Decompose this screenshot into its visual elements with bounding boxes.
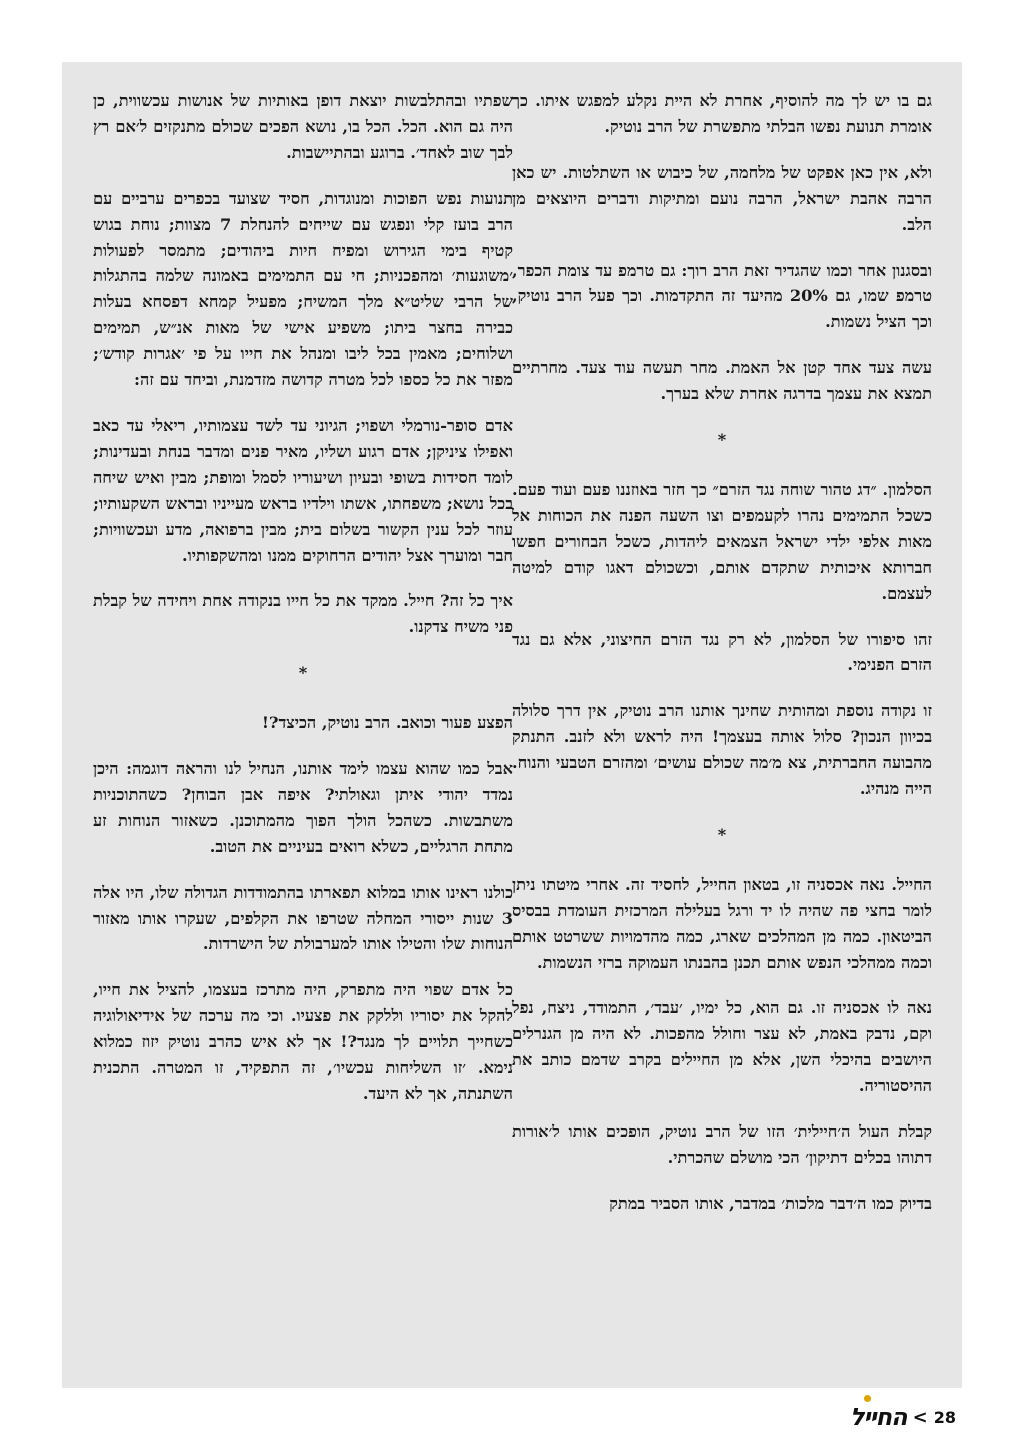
logo-accent-icon xyxy=(864,1395,871,1402)
paragraph: החייל. נאה אכסניה זו, בטאון החייל, לחסיד זה. אחרי מיטתו ניתן לומר בחצי פה שהיה לו יד ורגל בעלילה המרכזית העומדת בבסיס הביטאון. כמה מן המהלכים שארג, כמה מהדמויות ששרטט אותם וכמה ממהלכי הנפש אותם תכנן בהבנתו העמוקה ברזי הנשמות. xyxy=(512,874,932,972)
paragraph: זהו סיפורו של הסלמון, לא רק נגד הזרם החיצוני, אלא גם נגד הזרם הפנימי. xyxy=(512,629,932,675)
paragraph: כולנו ראינו אותו במלוא תפארתו בהתמודדות הגדולה שלו, היו אלה 3 שנות ייסורי המחלה שטרפו את הקלפים, שעקרו אותו מאזור הנוחות שלו והטילו אותו למערבולת של הישרדות. xyxy=(93,882,513,954)
article-column-left xyxy=(93,88,513,1127)
paragraph: קבלת העול ה׳חיילית׳ הזו של הרב נוטיק, הופכים אותו ל׳אורות דתוהו בכלים דתיקון׳ הכי מושלם שהכרתי. xyxy=(512,1122,932,1167)
paragraph: תנועות נפש הפוכות ומנוגדות, חסיד שצועד בכפרים ערביים עם הרב בועז קלי ונפגש עם שייחים להנחלת 7 מצוות; נוחת בגוש קטיף בימי הגירוש ומפיח חיות ביהודים; מתמסר לפעולות ׳משוגעות׳ ומהפכניות; חי עם התמימים באמונה שלמה בהתגלות של הרבי שליט״א מלך המשיח; מפעיל קמחא דפסחא בעלות כבירה בחצר ביתו; משפיע אישי של מאות אנ״ש, תמימים ושלוחים; מאמין בכל ליבו ומנהל את חייו על פי ׳אגרות קודש׳; מפזר את כל כספו לכל מטרה קדושה מזדמנת, וביחד עם זה: xyxy=(93,188,513,390)
paragraph: איך כל זה? חייל. ממקד את כל חייו בנקודה אחת ויחידה של קבלת פני משיח צדקנו. xyxy=(93,591,513,637)
magazine-logo xyxy=(850,1403,907,1431)
paragraph: כל אדם שפוי היה מתפרק, היה מתרכז בעצמו, להציל את חייו, להקל את יסוריו וללקק את פצעיו. וכי מה ערכה של אידיאולוגיה כשחייך תלויים לך מנגד?! אך לא איש כהרב נוטיק יזוז כמלוא נימא. ׳זו השליחות עכשיו׳, זה התפקיד, זו המטרה. התכנית השתנתה, אך לא היעד. xyxy=(93,980,513,1103)
paragraph: הפצע פעור וכואב. הרב נוטיק, הכיצד?! xyxy=(261,713,513,733)
paragraph: שפתיו ובהתלבשות יוצאת דופן באותיות של אנושות עכשווית, כן היה גם הוא. הכל. הכל בו, נושא הפכים שכולם מתנקזים ל׳אם רץ לבך שוב לאחד׳. ברוגע ובהתיישבות. xyxy=(93,91,513,162)
paragraph: אדם סופר-נורמלי ושפוי; הגיוני עד לשד עצמותיו, ריאלי עד כאב ואפילו ציניקן; אדם רגוע ושליו, מאיר פנים ומדבר בנחת ובעדינות; לומד חסידות בשופי ובעיון ושיעוריו לסמל ומופת; מבין ואיש שיחה בכל נושא; משפחתו, אשתו וילדיו בראש מעייניו ובראש השקעותיו; עוזר לכל ענין הקשור בשלום בית; מבין ברפואה, מדע ועכשוויות; חבר ומוערך אצל יהודים הרחוקים ממנו ומהשקפותיו. xyxy=(93,415,513,565)
paragraph: ובסגנון אחר וכמו שהגדיר זאת הרב רוך: גם טרמפ עד צומת הכפר, טרמפ שמו, גם 20% מהיעד זה התקדמות. וכך פעל הרב נוטיק, וכך הציל נשמות. xyxy=(512,260,932,332)
chevron-left-icon: < xyxy=(912,1406,928,1428)
paragraph: נאה לו אכסניה זו. גם הוא, כל ימיו, ׳עבד׳, התמודד, ניצח, נפל וקם, נדבק באמת, לא עצר וחולל מהפכות. לא היה מן הגנרלים היושבים בהיכלי השן, אלא מן החיילים בקרב שדמם כותב את ההיסטוריה. xyxy=(512,998,932,1096)
page-number: 28 xyxy=(933,1407,956,1427)
paragraph: זו נקודה נוספת ומהותית שחינך אותנו הרב נוטיק, אין דרך סלולה בכיוון הנכון? סלול אותה בעצמך! היה לראש ולא לזנב. התנתק מהבועה החברתית, צא מ׳מה שכולם עושים׳ ומהזרם הטבעי והנוח. הייה מנהיג. xyxy=(512,701,932,799)
paragraph: בדיוק כמו ה׳דבר מלכות׳ במדבר, אותו הסביר במתק xyxy=(609,1193,932,1213)
section-divider-star: * xyxy=(717,824,727,844)
paragraph: אבל כמו שהוא עצמו לימד אותנו, הנחיל לנו והראה דוגמה: היכן נמדד יהודי איתן וגאולתי? איפה אבן הבוחן? כשהתוכניות משתבשות. כשהכל הולך הפוך מהמתוכנן. כשאזור הנוחות זע מתחת הרגליים, כשלא רואים בעיניים את הטוב. xyxy=(93,759,513,856)
section-divider-star: * xyxy=(717,430,727,450)
paragraph: ולא, אין כאן אפקט של מלחמה, של כיבוש או השתלטות. יש כאן הרבה אהבת ישראל, הרבה נועם ומתיקות ודברים היוצאים מן הלב. xyxy=(512,162,932,234)
page-footer xyxy=(850,1397,956,1437)
paragraph: עשה צעד אחד קטן אל האמת. מחר תעשה עוד צעד. מחרתיים תמצא את עצמך בדרגה אחרת שלא בערך. xyxy=(512,358,932,404)
paragraph: הסלמון. ״דג טהור שוחה נגד הזרם״ כך חזר באוזננו פעם ועוד פעם. כשכל התמימים נהרו לקעמפים וצו השעה הפנה את הכוחות אל מאות אלפי ילדי ישראל הצמאים ליהדות, כשכל הבחורים חפשו חברותא איכותית שתקדם אותם, וכשכולם דאגו קודם למיטה לעצמם. xyxy=(512,479,932,603)
magazine-logo-text: החייל xyxy=(850,1403,907,1431)
article-column-right xyxy=(512,88,932,1237)
section-divider-star: * xyxy=(298,663,308,683)
paragraph: גם בו יש לך מה להוסיף, אחרת לא היית נקלע למפגש איתו. כך אומרת תנועת נפשו הבלתי מתפשרת של הרב נוטיק. xyxy=(512,91,932,136)
